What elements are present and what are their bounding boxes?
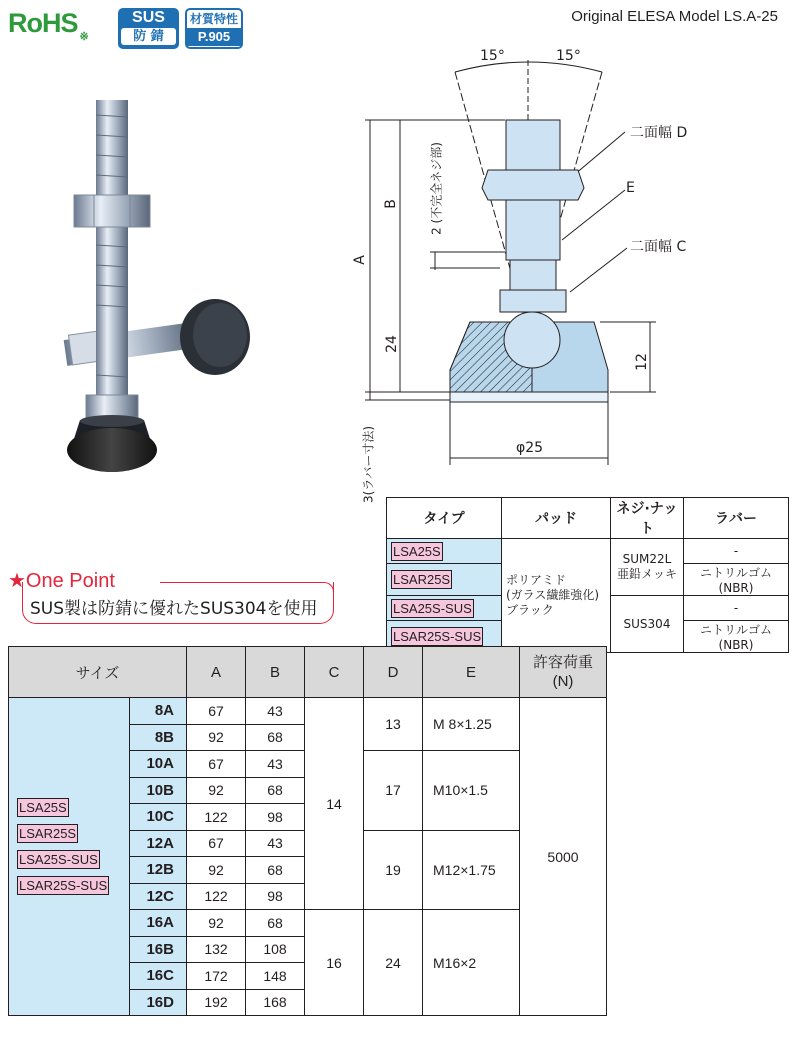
b-cell: 108 bbox=[246, 936, 305, 963]
type-table-header bbox=[387, 498, 789, 539]
a-cell: 122 bbox=[187, 883, 246, 910]
main-table-header bbox=[9, 647, 607, 698]
type-tag: LSA25S-SUS bbox=[19, 852, 98, 867]
dim-2-label: 2 (不完全ネジ部) bbox=[429, 142, 444, 235]
dim-diameter-label: φ25 bbox=[516, 440, 544, 456]
size-spec-table bbox=[8, 646, 607, 1016]
dim-b-label: B bbox=[382, 199, 399, 209]
sus-rust-badge bbox=[118, 8, 179, 49]
screw-material-steel: SUM22L 亜鉛メッキ bbox=[611, 539, 684, 596]
rohs-note-mark: ※ bbox=[79, 31, 88, 43]
e-cell: M 8×1.25 bbox=[423, 698, 520, 751]
d-cell: 24 bbox=[364, 910, 423, 1016]
b-cell: 43 bbox=[246, 751, 305, 778]
angle-left-label: 15° bbox=[480, 48, 505, 64]
size-cell: 16C bbox=[130, 963, 187, 990]
size-cell: 16B bbox=[130, 936, 187, 963]
pad-material: ポリアミド (ガラス繊維強化) ブラック bbox=[502, 539, 611, 653]
dim-12-label: 12 bbox=[633, 353, 650, 371]
material-badge-page: P.905 bbox=[187, 28, 241, 46]
size-cell: 12A bbox=[130, 830, 187, 857]
header-c: C bbox=[305, 647, 364, 698]
material-badge-top: 材質特性 bbox=[189, 12, 238, 26]
load-cell: 5000 bbox=[520, 698, 607, 1016]
screw-material-sus: SUS304 bbox=[611, 596, 684, 653]
b-cell: 98 bbox=[246, 883, 305, 910]
dim-rubber-label: 3(ラバー寸法) bbox=[361, 426, 376, 503]
table-row bbox=[9, 698, 607, 725]
b-cell: 68 bbox=[246, 777, 305, 804]
rubber-cell: - bbox=[684, 539, 789, 564]
e-cell: M16×2 bbox=[423, 910, 520, 1016]
a-cell: 92 bbox=[187, 777, 246, 804]
header-pad: パッド bbox=[502, 498, 611, 539]
size-cell: 8B bbox=[130, 724, 187, 751]
a-cell: 172 bbox=[187, 963, 246, 990]
header-load: 許容荷重 (N) bbox=[520, 647, 607, 698]
d-cell: 17 bbox=[364, 751, 423, 831]
c-cell: 16 bbox=[305, 910, 364, 1016]
table-row bbox=[387, 539, 789, 564]
e-cell: M10×1.5 bbox=[423, 751, 520, 831]
header-screw: ネジ·ナット bbox=[611, 498, 684, 539]
label-e: E bbox=[626, 180, 635, 196]
a-cell: 67 bbox=[187, 751, 246, 778]
a-cell: 92 bbox=[187, 724, 246, 751]
header-d: D bbox=[364, 647, 423, 698]
size-cell: 16D bbox=[130, 989, 187, 1016]
one-point-text: SUS製は防錆に優れたSUS304を使用 bbox=[30, 599, 318, 619]
size-cell: 16A bbox=[130, 910, 187, 937]
size-cell: 10C bbox=[130, 804, 187, 831]
b-cell: 43 bbox=[246, 830, 305, 857]
b-cell: 68 bbox=[246, 724, 305, 751]
header-type: タイプ bbox=[387, 498, 502, 539]
size-cell: 12B bbox=[130, 857, 187, 884]
sus-badge-bottom: 防 錆 bbox=[121, 28, 176, 45]
a-cell: 92 bbox=[187, 857, 246, 884]
header-rubber: ラバー bbox=[684, 498, 789, 539]
b-cell: 168 bbox=[246, 989, 305, 1016]
type-tag: LSA25S bbox=[19, 800, 67, 815]
a-cell: 132 bbox=[187, 936, 246, 963]
model-title: Original ELESA Model LS.A-25 bbox=[571, 8, 778, 25]
a-cell: 67 bbox=[187, 698, 246, 725]
size-cell: 8A bbox=[130, 698, 187, 725]
a-cell: 192 bbox=[187, 989, 246, 1016]
d-cell: 19 bbox=[364, 830, 423, 910]
size-cell: 10A bbox=[130, 751, 187, 778]
rubber-cell: ニトリルゴム(NBR) bbox=[684, 621, 789, 653]
header-size: サイズ bbox=[9, 647, 187, 698]
a-cell: 67 bbox=[187, 830, 246, 857]
e-cell: M12×1.75 bbox=[423, 830, 520, 910]
type-tag: LSAR25S bbox=[393, 572, 451, 587]
type-tag: LSA25S-SUS bbox=[393, 600, 472, 616]
b-cell: 43 bbox=[246, 698, 305, 725]
type-tag: LSAR25S-SUS bbox=[19, 878, 108, 893]
b-cell: 68 bbox=[246, 910, 305, 937]
sus-badge-top: SUS bbox=[132, 9, 165, 26]
product-photo bbox=[30, 95, 260, 485]
width-across-c-label: 二面幅 C bbox=[630, 239, 687, 255]
rubber-cell: - bbox=[684, 596, 789, 621]
size-cell: 10B bbox=[130, 777, 187, 804]
header-a: A bbox=[187, 647, 246, 698]
header-b: B bbox=[246, 647, 305, 698]
header-e: E bbox=[423, 647, 520, 698]
rubber-cell: ニトリルゴム(NBR) bbox=[684, 564, 789, 596]
type-tag: LSA25S bbox=[393, 543, 441, 559]
type-tag: LSAR25S-SUS bbox=[393, 629, 482, 644]
dim-a-label: A bbox=[351, 255, 368, 265]
a-cell: 122 bbox=[187, 804, 246, 831]
size-cell: 12C bbox=[130, 883, 187, 910]
type-list bbox=[9, 698, 130, 1016]
dim-24-label: 24 bbox=[383, 335, 400, 353]
b-cell: 98 bbox=[246, 804, 305, 831]
one-point-title: ★One Point bbox=[8, 570, 115, 592]
angle-right-label: 15° bbox=[556, 48, 581, 64]
a-cell: 92 bbox=[187, 910, 246, 937]
b-cell: 148 bbox=[246, 963, 305, 990]
b-cell: 68 bbox=[246, 857, 305, 884]
type-spec-table bbox=[386, 497, 789, 653]
width-across-d-label: 二面幅 D bbox=[630, 125, 688, 141]
c-cell: 14 bbox=[305, 698, 364, 910]
material-badge[interactable] bbox=[185, 8, 243, 49]
type-tag: LSAR25S bbox=[19, 826, 77, 841]
rohs-logo: RoHS $_※$ bbox=[8, 8, 88, 43]
d-cell: 13 bbox=[364, 698, 423, 751]
